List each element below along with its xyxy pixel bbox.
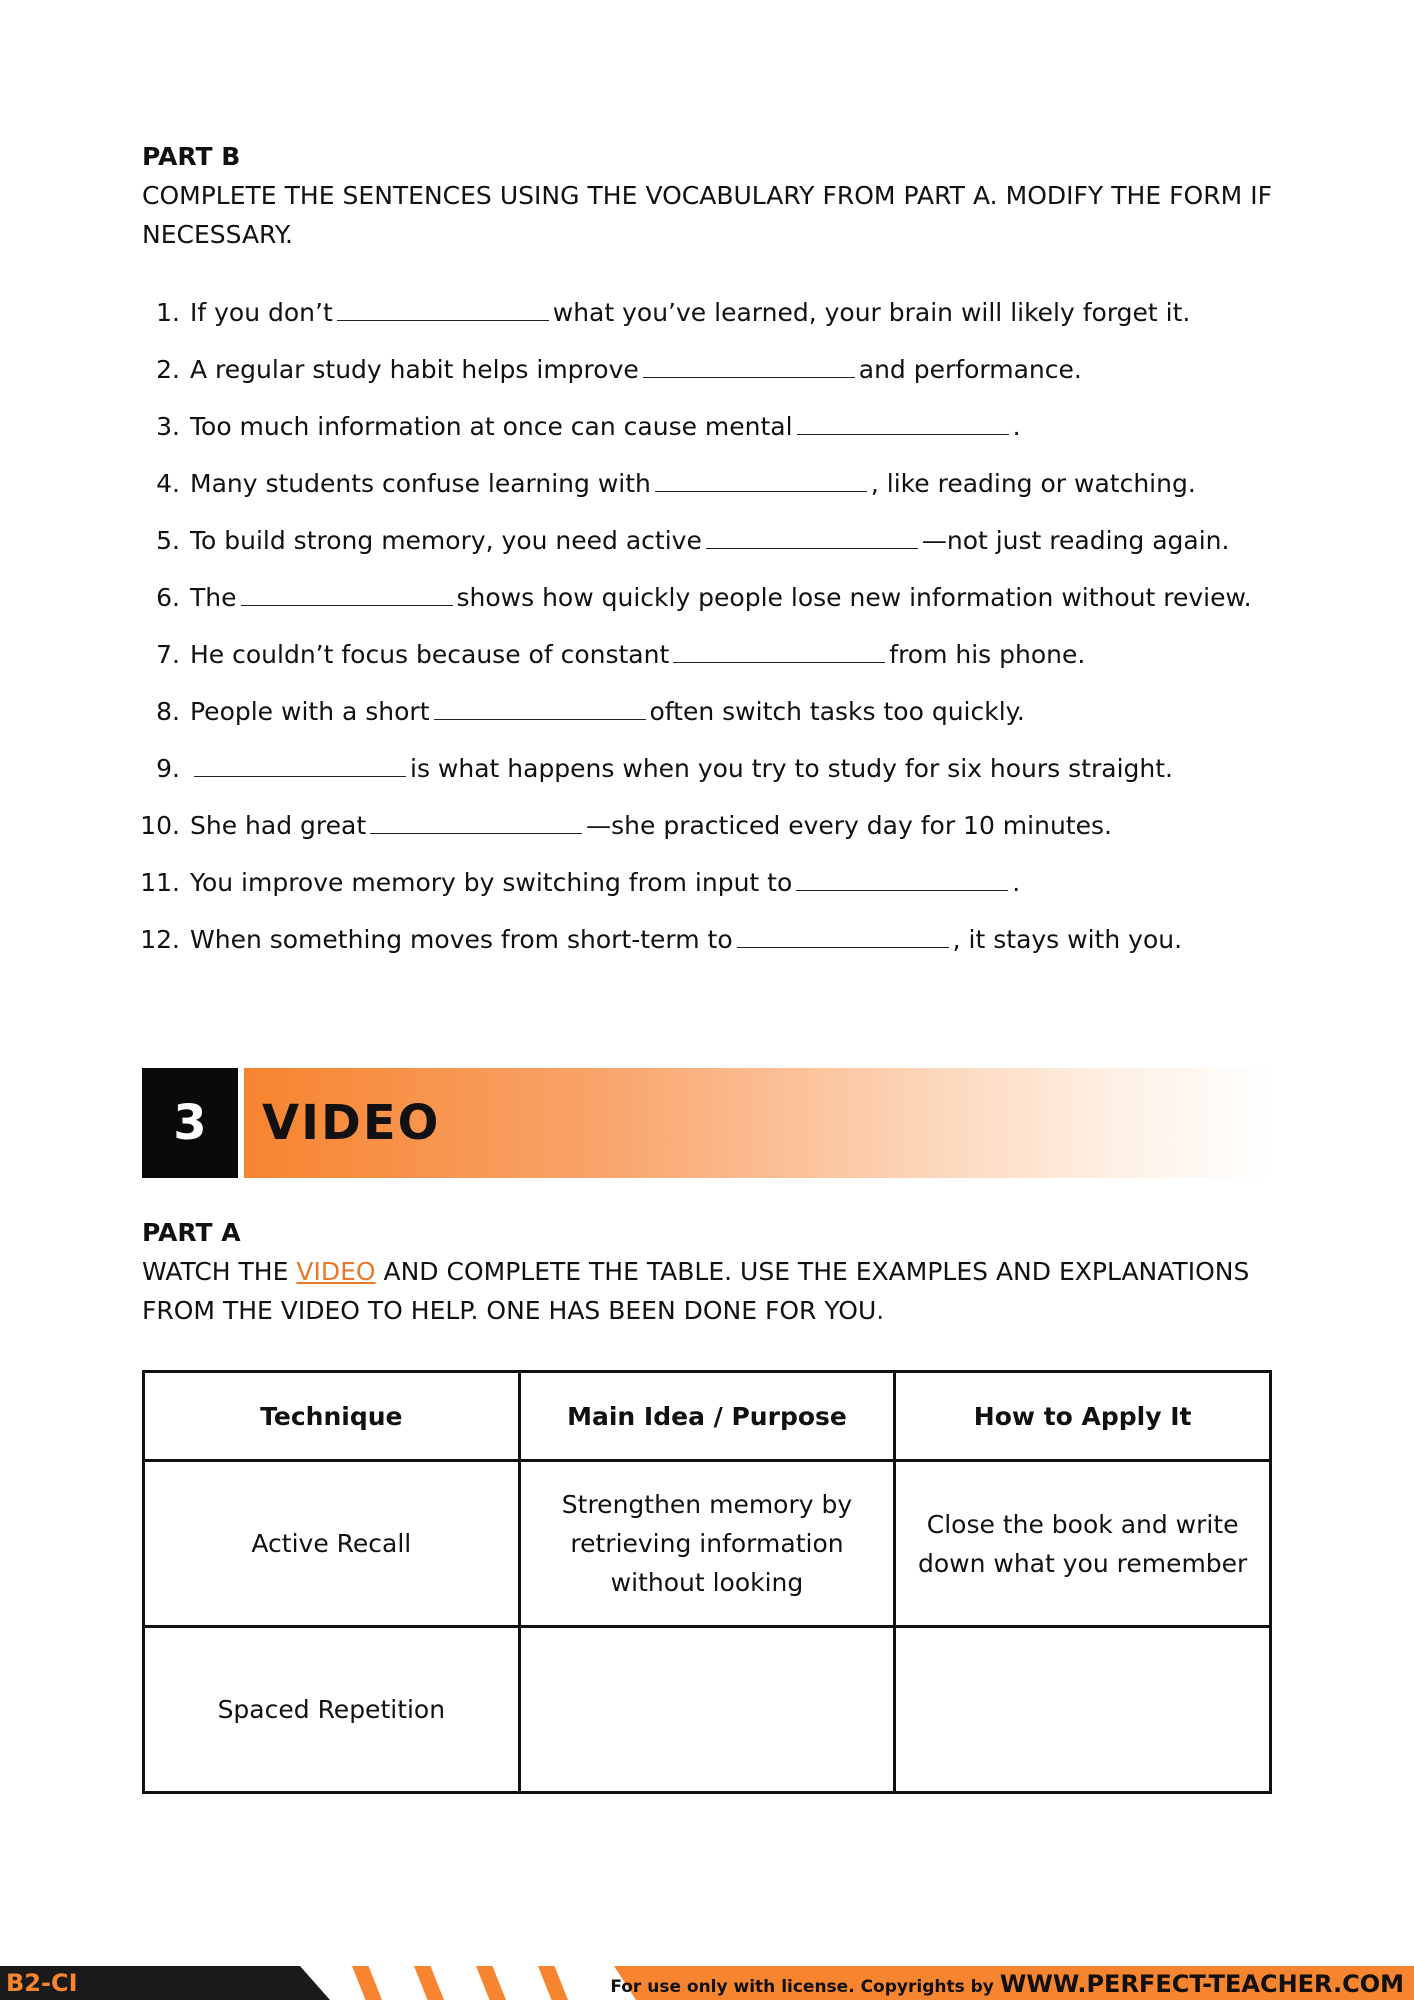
header-technique: Technique <box>144 1372 520 1461</box>
footer <box>0 1966 1414 2000</box>
sentence-text-after: —not just reading again. <box>921 526 1230 555</box>
sentence-text-after: from his phone. <box>889 640 1086 669</box>
footer-level: B2-CI <box>6 1969 78 1997</box>
sentence-item <box>142 911 1272 968</box>
table-cell-input[interactable] <box>895 1627 1271 1793</box>
footer-stripe <box>476 1966 506 2000</box>
answer-blank[interactable] <box>673 661 885 663</box>
table-cell: Active Recall <box>144 1461 520 1627</box>
sentence-text-before: The <box>190 583 237 612</box>
answer-blank[interactable] <box>643 376 855 378</box>
table-row <box>144 1627 1271 1793</box>
sentence-number: 12. <box>140 925 180 954</box>
sentence-text-before: A regular study habit helps improve <box>190 355 639 384</box>
sentence-text-before: You improve memory by switching from input to <box>190 868 793 897</box>
sentence-number: 6. <box>156 583 180 612</box>
sentence-number: 4. <box>156 469 180 498</box>
section-title: VIDEO <box>262 1095 441 1151</box>
answer-blank[interactable] <box>655 490 867 492</box>
footer-license-text: For use only with license. Copyrights by <box>610 1977 994 1997</box>
sentence-item <box>142 569 1272 626</box>
sentence-text-after: —she practiced every day for 10 minutes. <box>586 811 1112 840</box>
sentence-text-after: often switch tasks too quickly. <box>649 697 1025 726</box>
sentence-item <box>142 683 1272 740</box>
sentence-item <box>142 284 1272 341</box>
footer-license <box>610 1966 1404 2005</box>
part-a-instructions-end: AND COMPLETE THE TABLE. USE THE EXAMPLES AND EXPLANATIONS FROM THE VIDEO TO HELP. ONE HAS BEEN DONE FOR YOU. <box>142 1257 1250 1325</box>
sentence-text-before: She had great <box>190 811 367 840</box>
part-a-instructions-start: WATCH THE <box>142 1257 297 1286</box>
sentence-item <box>142 398 1272 455</box>
part-b-instructions: COMPLETE THE SENTENCES USING THE VOCABULARY FROM PART A. MODIFY THE FORM IF NECESSARY. <box>142 181 1272 249</box>
sentence-text-after: and performance. <box>858 355 1082 384</box>
section-banner <box>142 1068 1272 1178</box>
part-a-instructions <box>142 1252 1272 1330</box>
sentence-text-after: shows how quickly people lose new information without review. <box>456 583 1252 612</box>
sentence-text-before: When something moves from short-term to <box>190 925 733 954</box>
answer-blank[interactable] <box>241 604 453 606</box>
footer-stripe <box>538 1966 568 2000</box>
sentence-item <box>142 797 1272 854</box>
answer-blank[interactable] <box>737 946 949 948</box>
sentence-item <box>142 455 1272 512</box>
sentence-text-after: what you’ve learned, your brain will likely forget it. <box>552 298 1191 327</box>
sentence-item <box>142 854 1272 911</box>
sentence-text-before: He couldn’t focus because of constant <box>190 640 670 669</box>
answer-blank[interactable] <box>706 547 918 549</box>
sentence-text-after: . <box>1012 412 1021 441</box>
sentence-text-after: is what happens when you try to study for six hours straight. <box>410 754 1173 783</box>
sentence-number: 9. <box>156 754 180 783</box>
sentence-number: 1. <box>156 298 180 327</box>
video-link[interactable]: VIDEO <box>296 1257 376 1286</box>
sentence-number: 7. <box>156 640 180 669</box>
table-cell: Spaced Repetition <box>144 1627 520 1793</box>
table-cell: Close the book and write down what you remember <box>895 1461 1271 1627</box>
sentence-number: 5. <box>156 526 180 555</box>
sentence-item <box>142 341 1272 398</box>
answer-blank[interactable] <box>434 718 646 720</box>
answer-blank[interactable] <box>194 775 406 777</box>
footer-url: WWW.PERFECT-TEACHER.COM <box>999 1970 1404 1998</box>
technique-table <box>142 1370 1272 1794</box>
part-b-section <box>142 140 1272 968</box>
table-cell-input[interactable] <box>519 1627 895 1793</box>
sentence-text-before: Many students confuse learning with <box>190 469 651 498</box>
sentence-text-before: If you don’t <box>190 298 333 327</box>
table-row <box>144 1461 1271 1627</box>
answer-blank[interactable] <box>797 433 1009 435</box>
sentence-text-before: Too much information at once can cause mental <box>190 412 793 441</box>
sentence-number: 3. <box>156 412 180 441</box>
table-header-row <box>144 1372 1271 1461</box>
sentence-item <box>142 740 1272 797</box>
section-number: 3 <box>142 1068 238 1178</box>
answer-blank[interactable] <box>370 832 582 834</box>
sentence-text-after: . <box>1012 868 1021 897</box>
sentence-list <box>142 284 1272 968</box>
sentence-item <box>142 626 1272 683</box>
sentence-item <box>142 512 1272 569</box>
part-a-label: PART A <box>142 1218 241 1247</box>
sentence-text-before: To build strong memory, you need active <box>190 526 702 555</box>
header-how-to-apply: How to Apply It <box>895 1372 1271 1461</box>
sentence-text-after: , like reading or watching. <box>870 469 1196 498</box>
part-a-section <box>142 1216 1272 1330</box>
sentence-number: 8. <box>156 697 180 726</box>
sentence-number: 2. <box>156 355 180 384</box>
part-b-label: PART B <box>142 142 241 171</box>
sentence-number: 10. <box>140 811 180 840</box>
answer-blank[interactable] <box>337 319 549 321</box>
sentence-number: 11. <box>140 868 180 897</box>
header-main-idea: Main Idea / Purpose <box>519 1372 895 1461</box>
sentence-text-after: , it stays with you. <box>952 925 1183 954</box>
footer-stripe <box>414 1966 444 2000</box>
footer-stripe <box>352 1966 382 2000</box>
answer-blank[interactable] <box>796 889 1008 891</box>
sentence-text-before: People with a short <box>190 697 430 726</box>
table-cell: Strengthen memory by retrieving information without looking <box>519 1461 895 1627</box>
